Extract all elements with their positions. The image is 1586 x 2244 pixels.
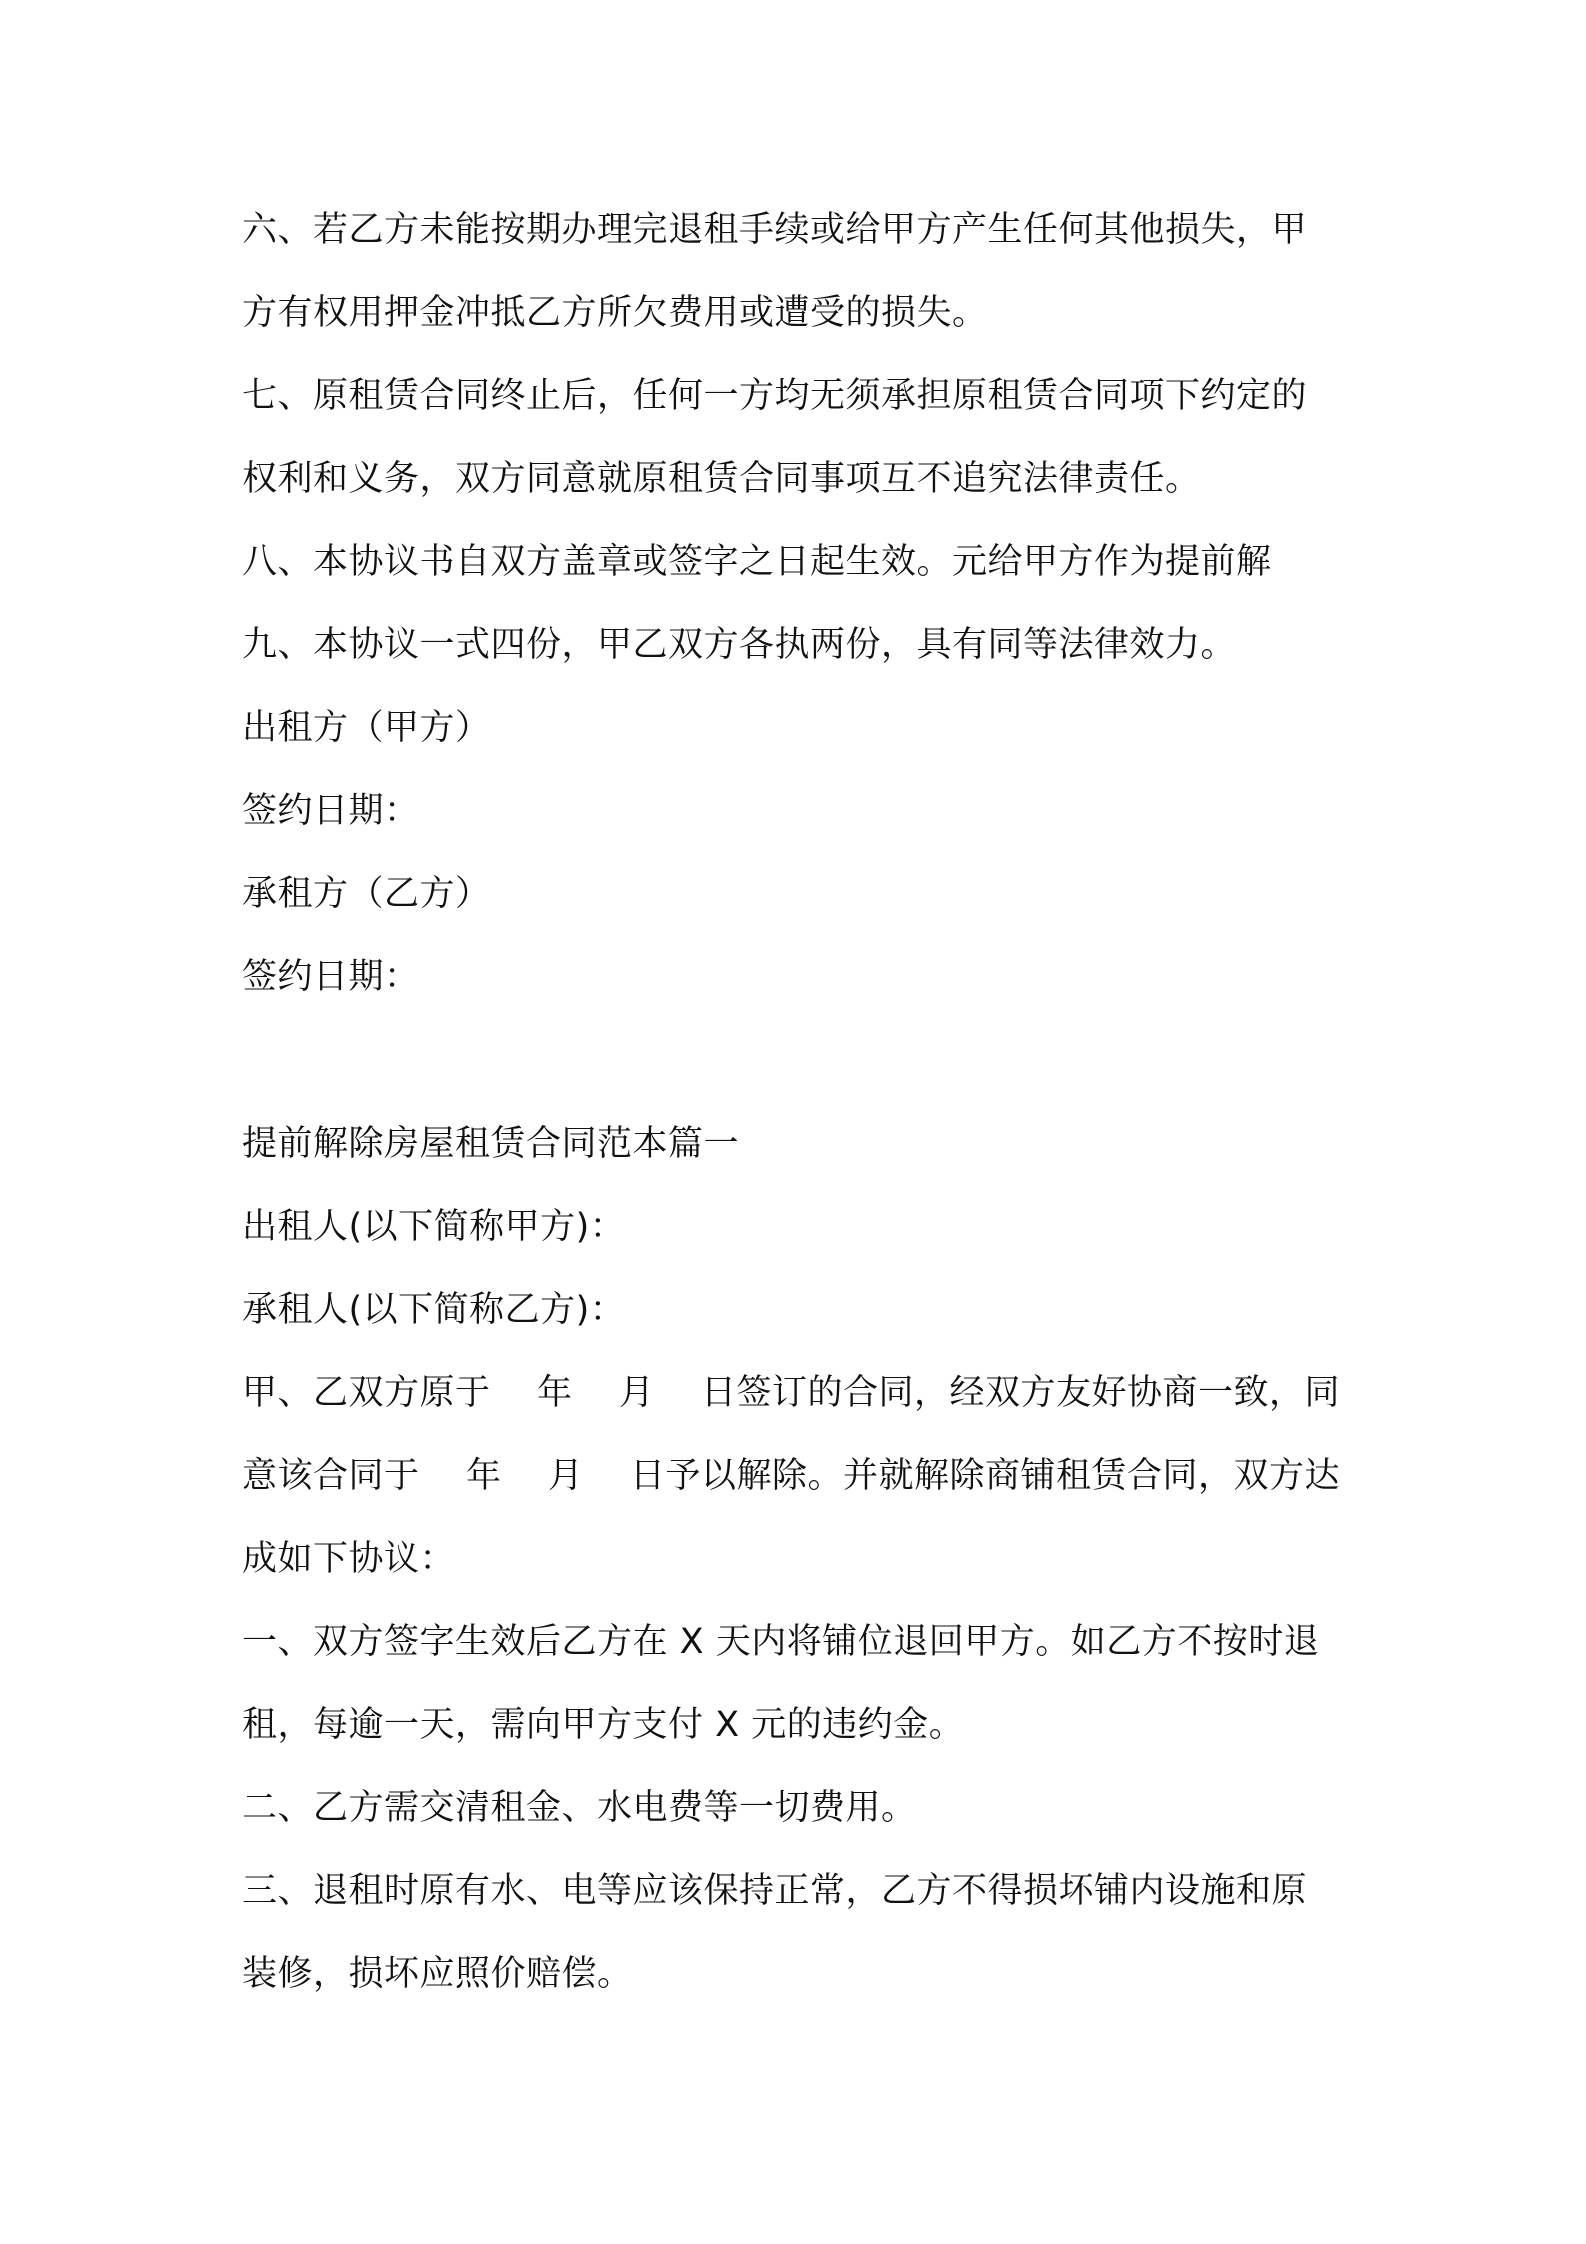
intro-line-3: 成如下协议： [242,1539,456,1579]
section-title: 提前解除房屋租赁合同范本篇一 [242,1124,740,1164]
lessor-sign-date: 签约日期： [242,791,420,831]
intro-line-1: 甲、乙双方原于 年 月 日签订的合同，经双方友好协商一致，同 [242,1373,1341,1413]
clause-1-line-2: 租，每逾一天，需向甲方支付 X 元的违约金。 [242,1705,965,1745]
lessee-signature-label: 承租方（乙方） [242,874,491,914]
lessee-sign-date: 签约日期： [242,957,420,997]
intro-line-2: 意该合同于 年 月 日予以解除。并就解除商铺租赁合同，双方达 [242,1456,1341,1496]
clause-7-line-2: 权利和义务，双方同意就原租赁合同事项互不追究法律责任。 [242,459,1201,499]
clause-2: 二、乙方需交清租金、水电费等一切费用。 [242,1788,917,1828]
clause-3-line-2: 装修，损坏应照价赔偿。 [242,1954,633,1994]
clause-1-line-1: 一、双方签字生效后乙方在 X 天内将铺位退回甲方。如乙方不按时退 [242,1622,1320,1662]
clause-3-line-1: 三、退租时原有水、电等应该保持正常，乙方不得损坏铺内设施和原 [242,1871,1308,1911]
clause-9: 九、本协议一式四份，甲乙双方各执两份，具有同等法律效力。 [242,625,1237,665]
lessor-party-line: 出租人(以下简称甲方)： [242,1207,626,1247]
lessor-signature-label: 出租方（甲方） [242,708,491,748]
lessee-party-line: 承租人(以下简称乙方)： [242,1290,626,1330]
clause-6-line-1: 六、若乙方未能按期办理完退租手续或给甲方产生任何其他损失，甲 [242,210,1308,250]
clause-6-line-2: 方有权用押金冲抵乙方所欠费用或遭受的损失。 [242,293,988,333]
clause-7-line-1: 七、原租赁合同终止后，任何一方均无须承担原租赁合同项下约定的 [242,376,1308,416]
clause-8: 八、本协议书自双方盖章或签字之日起生效。元给甲方作为提前解 [242,542,1272,582]
